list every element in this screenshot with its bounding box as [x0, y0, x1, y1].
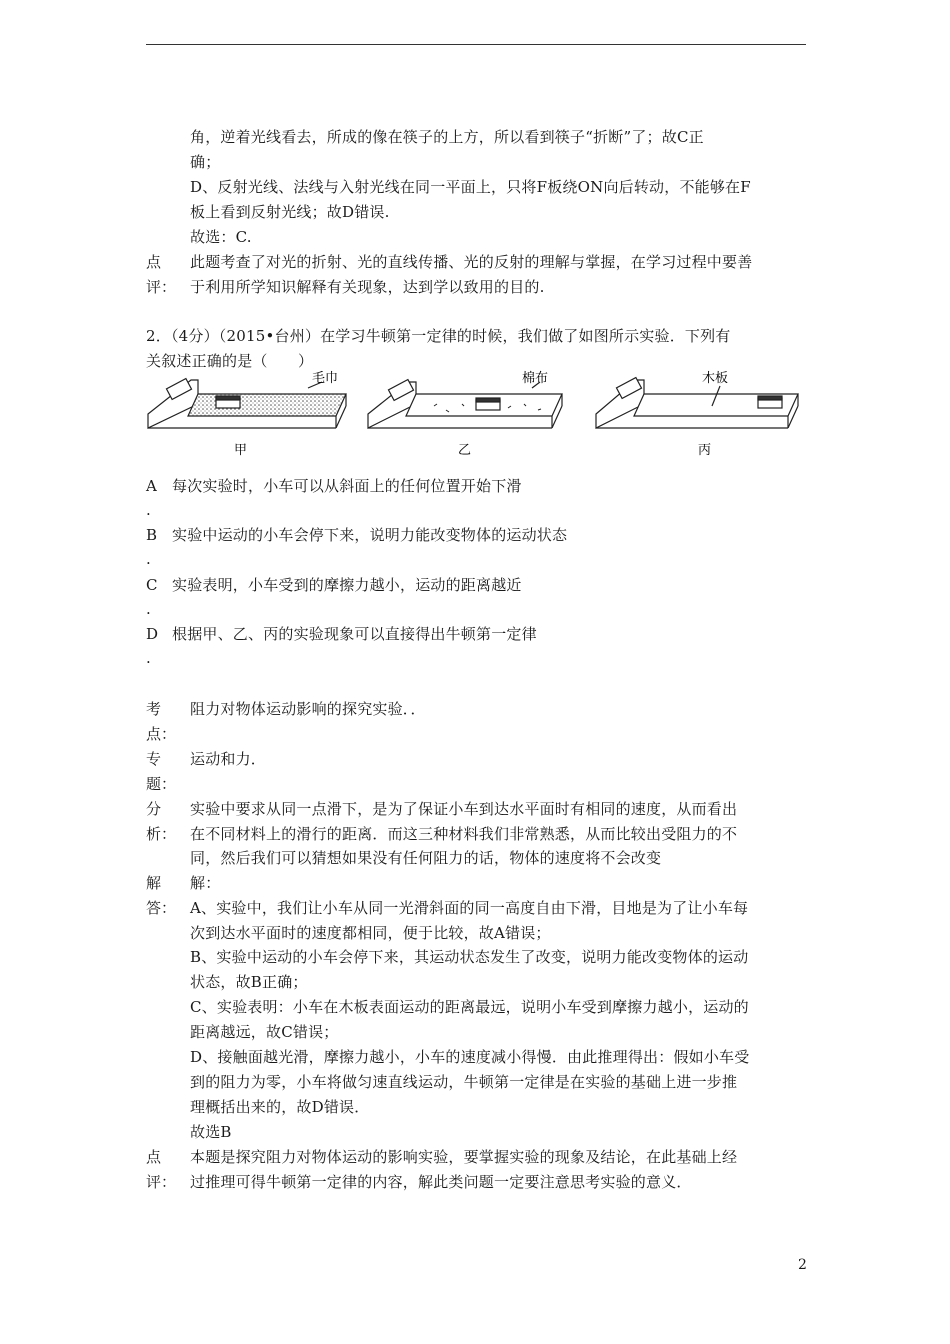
caption-yi: 乙 — [458, 443, 472, 458]
jieda-line-10: 理概括出来的，故D错误． — [190, 1098, 370, 1116]
fenxi-line-1: 实验中要求从同一点滑下，是为了保证小车到达水平面时有相同的速度，从而看出 — [190, 800, 738, 818]
fenxi-label-1: 分 — [146, 800, 162, 818]
jieda-line-2: A、实验中，我们让小车从同一光滑斜面的同一高度自由下滑，目地是为了让小车每 — [190, 899, 749, 917]
panel-board — [596, 378, 798, 428]
question-line-1: 2．（4分）（2015•台州）在学习牛顿第一定律的时候，我们做了如图所示实验．下列有 — [146, 327, 731, 345]
option-a-dot: . — [146, 501, 151, 519]
fenxi-label-2: 析： — [146, 825, 177, 843]
prev-line-4: 板上看到反射光线；故D错误. — [190, 203, 390, 221]
dianping-line-2: 过推理可得牛顿第一定律的内容，解此类问题一定要注意思考实验的意义． — [190, 1173, 692, 1191]
fenxi-line-3: 同，然后我们可以猜想如果没有任何阻力的话，物体的速度将不会改变 — [190, 849, 662, 867]
kaodian-label-2: 点： — [146, 725, 177, 743]
caption-bing: 丙 — [698, 443, 712, 458]
label-cotton: 棉布 — [522, 371, 549, 386]
kaodian-label-1: 考 — [146, 700, 162, 718]
jieda-label-1: 解 — [146, 874, 162, 892]
jieda-line-3: 次到达水平面时的速度都相同，便于比较，故A错误； — [190, 924, 551, 942]
dianping-label-2: 评： — [146, 1173, 177, 1191]
option-c-text: 实验表明，小车受到的摩擦力越小，运动的距离越近 — [172, 576, 522, 594]
jieda-line-5: 状态，故B正确； — [190, 973, 308, 991]
question-line-2: 关叙述正确的是（ ） — [146, 352, 314, 370]
prev-comment-label-1: 点 — [146, 253, 162, 271]
option-c-dot: . — [146, 600, 151, 618]
fenxi-line-2: 在不同材料上的滑行的距离．而这三种材料我们非常熟悉，从而比较出受阻力的不 — [190, 825, 738, 843]
label-board: 木板 — [702, 371, 729, 386]
jieda-line-11: 故选B — [190, 1123, 232, 1141]
prev-comment-line-1: 此题考查了对光的折射、光的直线传播、光的反射的理解与掌握，在学习过程中要善 — [190, 253, 753, 271]
jieda-line-8: D、接触面越光滑，摩擦力越小，小车的速度减小得慢．由此推理得出：假如小车受 — [190, 1048, 750, 1066]
dianping-label-1: 点 — [146, 1148, 162, 1166]
jieda-line-4: B、实验中运动的小车会停下来，其运动状态发生了改变，说明力能改变物体的运动 — [190, 948, 749, 966]
label-towel: 毛巾 — [312, 371, 339, 386]
prev-line-1: 角，逆着光线看去，所成的像在筷子的上方，所以看到筷子“折断”了；故C正 — [190, 128, 704, 146]
prev-comment-label-2: 评： — [146, 278, 177, 296]
jieda-line-6: C、实验表明：小车在木板表面运动的距离最远，说明小车受到摩擦力越小，运动的 — [190, 998, 749, 1016]
option-d-letter: D — [146, 625, 159, 643]
option-b-dot: . — [146, 550, 151, 568]
prev-line-5: 故选：C. — [190, 228, 252, 246]
prev-line-3: D、反射光线、法线与入射光线在同一平面上，只将F板绕ON向后转动，不能够在F — [190, 178, 751, 196]
zhuanti-text: 运动和力． — [190, 750, 267, 768]
jieda-line-7: 距离越远，故C错误； — [190, 1023, 339, 1041]
jieda-line-1: 解： — [190, 874, 221, 892]
kaodian-text: 阻力对物体运动影响的探究实验．． — [190, 700, 426, 718]
jieda-line-9: 到的阻力为零，小车将做匀速直线运动，牛顿第一定律是在实验的基础上进一步推 — [190, 1073, 738, 1091]
option-b-letter: B — [146, 526, 158, 544]
dianping-line-1: 本题是探究阻力对物体运动的影响实验，要掌握实验的现象及结论，在此基础上经 — [190, 1148, 738, 1166]
jieda-label-2: 答： — [146, 899, 177, 917]
caption-jia: 甲 — [234, 443, 248, 458]
option-a-text: 每次实验时，小车可以从斜面上的任何位置开始下滑 — [172, 477, 522, 495]
option-a-letter: A — [146, 477, 157, 495]
prev-comment-line-2: 于利用所学知识解释有关现象，达到学以致用的目的. — [190, 278, 545, 296]
experiment-figure — [146, 368, 806, 460]
header-rule — [146, 44, 806, 45]
option-d-dot: . — [146, 649, 151, 667]
prev-line-2: 确； — [190, 153, 221, 171]
page-number: 2 — [798, 1257, 807, 1273]
zhuanti-label-2: 题： — [146, 775, 177, 793]
option-b-text: 实验中运动的小车会停下来，说明力能改变物体的运动状态 — [172, 526, 568, 544]
option-d-text: 根据甲、乙、丙的实验现象可以直接得出牛顿第一定律 — [172, 625, 537, 643]
option-c-letter: C — [146, 576, 158, 594]
zhuanti-label-1: 专 — [146, 750, 162, 768]
panel-cotton — [368, 380, 562, 428]
